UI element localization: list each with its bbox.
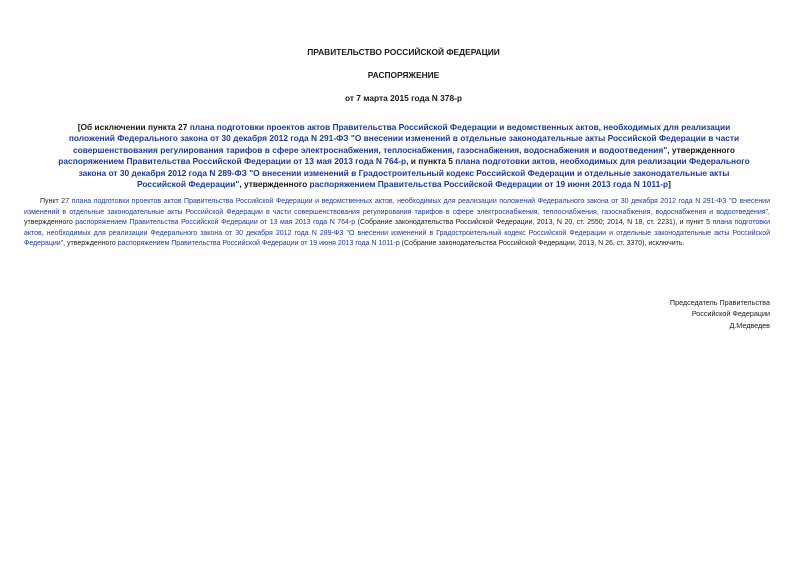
government-heading: ПРАВИТЕЛЬСТВО РОССИЙСКОЙ ФЕДЕРАЦИИ — [307, 47, 500, 57]
body-link-order-1011[interactable]: распоряжением Правительства Российской Федерации от 19 июня 2013 года N 1011-р — [117, 240, 400, 248]
body-link-plan-289[interactable]: плана подготовки актов, необходимых для реализации Федерального закона от 30 декабря 2012 года N 289-ФЗ "О внесении изменений в Градостроительный кодекс Российской Федерации и отдельные законодательные акты Российской Федерации" — [24, 219, 770, 248]
title-text: , утвержденного — [667, 144, 736, 155]
body-text: Пункт 27 — [40, 198, 72, 205]
body-link-order-764[interactable]: распоряжением Правительства Российской Федерации от 13 мая 2013 года N 764-р — [75, 219, 356, 227]
title-link-plan-289[interactable]: плана подготовки актов, необходимых для реализации Федерального закона от 30 декабря 2012 года N 289-ФЗ "О внесении изменений в Градостроительный кодекс Российской Федерации и отдельные законодательные акты Российской Федерации" — [78, 156, 750, 190]
body-text: , утвержденного — [63, 240, 118, 248]
signature-name: Д.Медведев — [729, 320, 770, 330]
body-text: , утвержденного — [24, 208, 770, 227]
title-text: [Об исключении пункта 27 — [77, 122, 190, 132]
signature-block — [670, 297, 770, 331]
body-text: (Собрание законодательства Российской Федерации, 2013, N 20, ст. 2550; 2014, N 18, ст. 2231), и пункт 5 — [355, 219, 713, 227]
document-title — [54, 122, 754, 190]
body-paragraph — [24, 197, 770, 250]
body-link-plan-291[interactable]: плана подготовки проектов актов Правительства Российской Федерации и ведомственных актов, необходимых для реализации положений Федерального закона от 30 декабря 2012 года N 291-ФЗ "О внесении изменений в отдельные законодательные акты Российской Федерации в части совершенствования регулирования тарифов в сфере электроснабжения, теплоснабжения, газоснабжения, водоснабжения и водоотведения" — [24, 198, 770, 216]
title-link-order-1011[interactable]: распоряжением Правительства Российской Федерации от 19 июня 2013 года N 1011-р — [309, 179, 669, 190]
title-text: , утвержденного — [239, 179, 310, 190]
title-text: ] — [668, 179, 671, 190]
document-type-heading: РАСПОРЯЖЕНИЕ — [367, 70, 440, 80]
body-text: (Собрание законодательства Российской Федерации, 2013, N 26, ст. 3370), исключить. — [399, 240, 685, 248]
date-number-heading: от 7 марта 2015 года N 378-р — [344, 93, 463, 103]
title-text: , и пункта 5 — [406, 156, 456, 167]
title-link-order-764[interactable]: распоряжением Правительства Российской Федерации от 13 мая 2013 года N 764-р — [58, 156, 407, 167]
signature-country: Российской Федерации — [691, 309, 770, 319]
title-link-plan-291[interactable]: плана подготовки проектов актов Правительства Российской Федерации и ведомственных актов, необходимых для реализации положений Федерального закона от 30 декабря 2012 года N 291-ФЗ "О внесении изменений в отдельные законодательные акты Российской Федерации в части совершенствования регулирования тарифов в сфере электроснабжения, теплоснабжения, газоснабжения, водоснабжения и водоотведения" — [68, 122, 740, 155]
signature-position: Председатель Правительства — [669, 298, 770, 307]
